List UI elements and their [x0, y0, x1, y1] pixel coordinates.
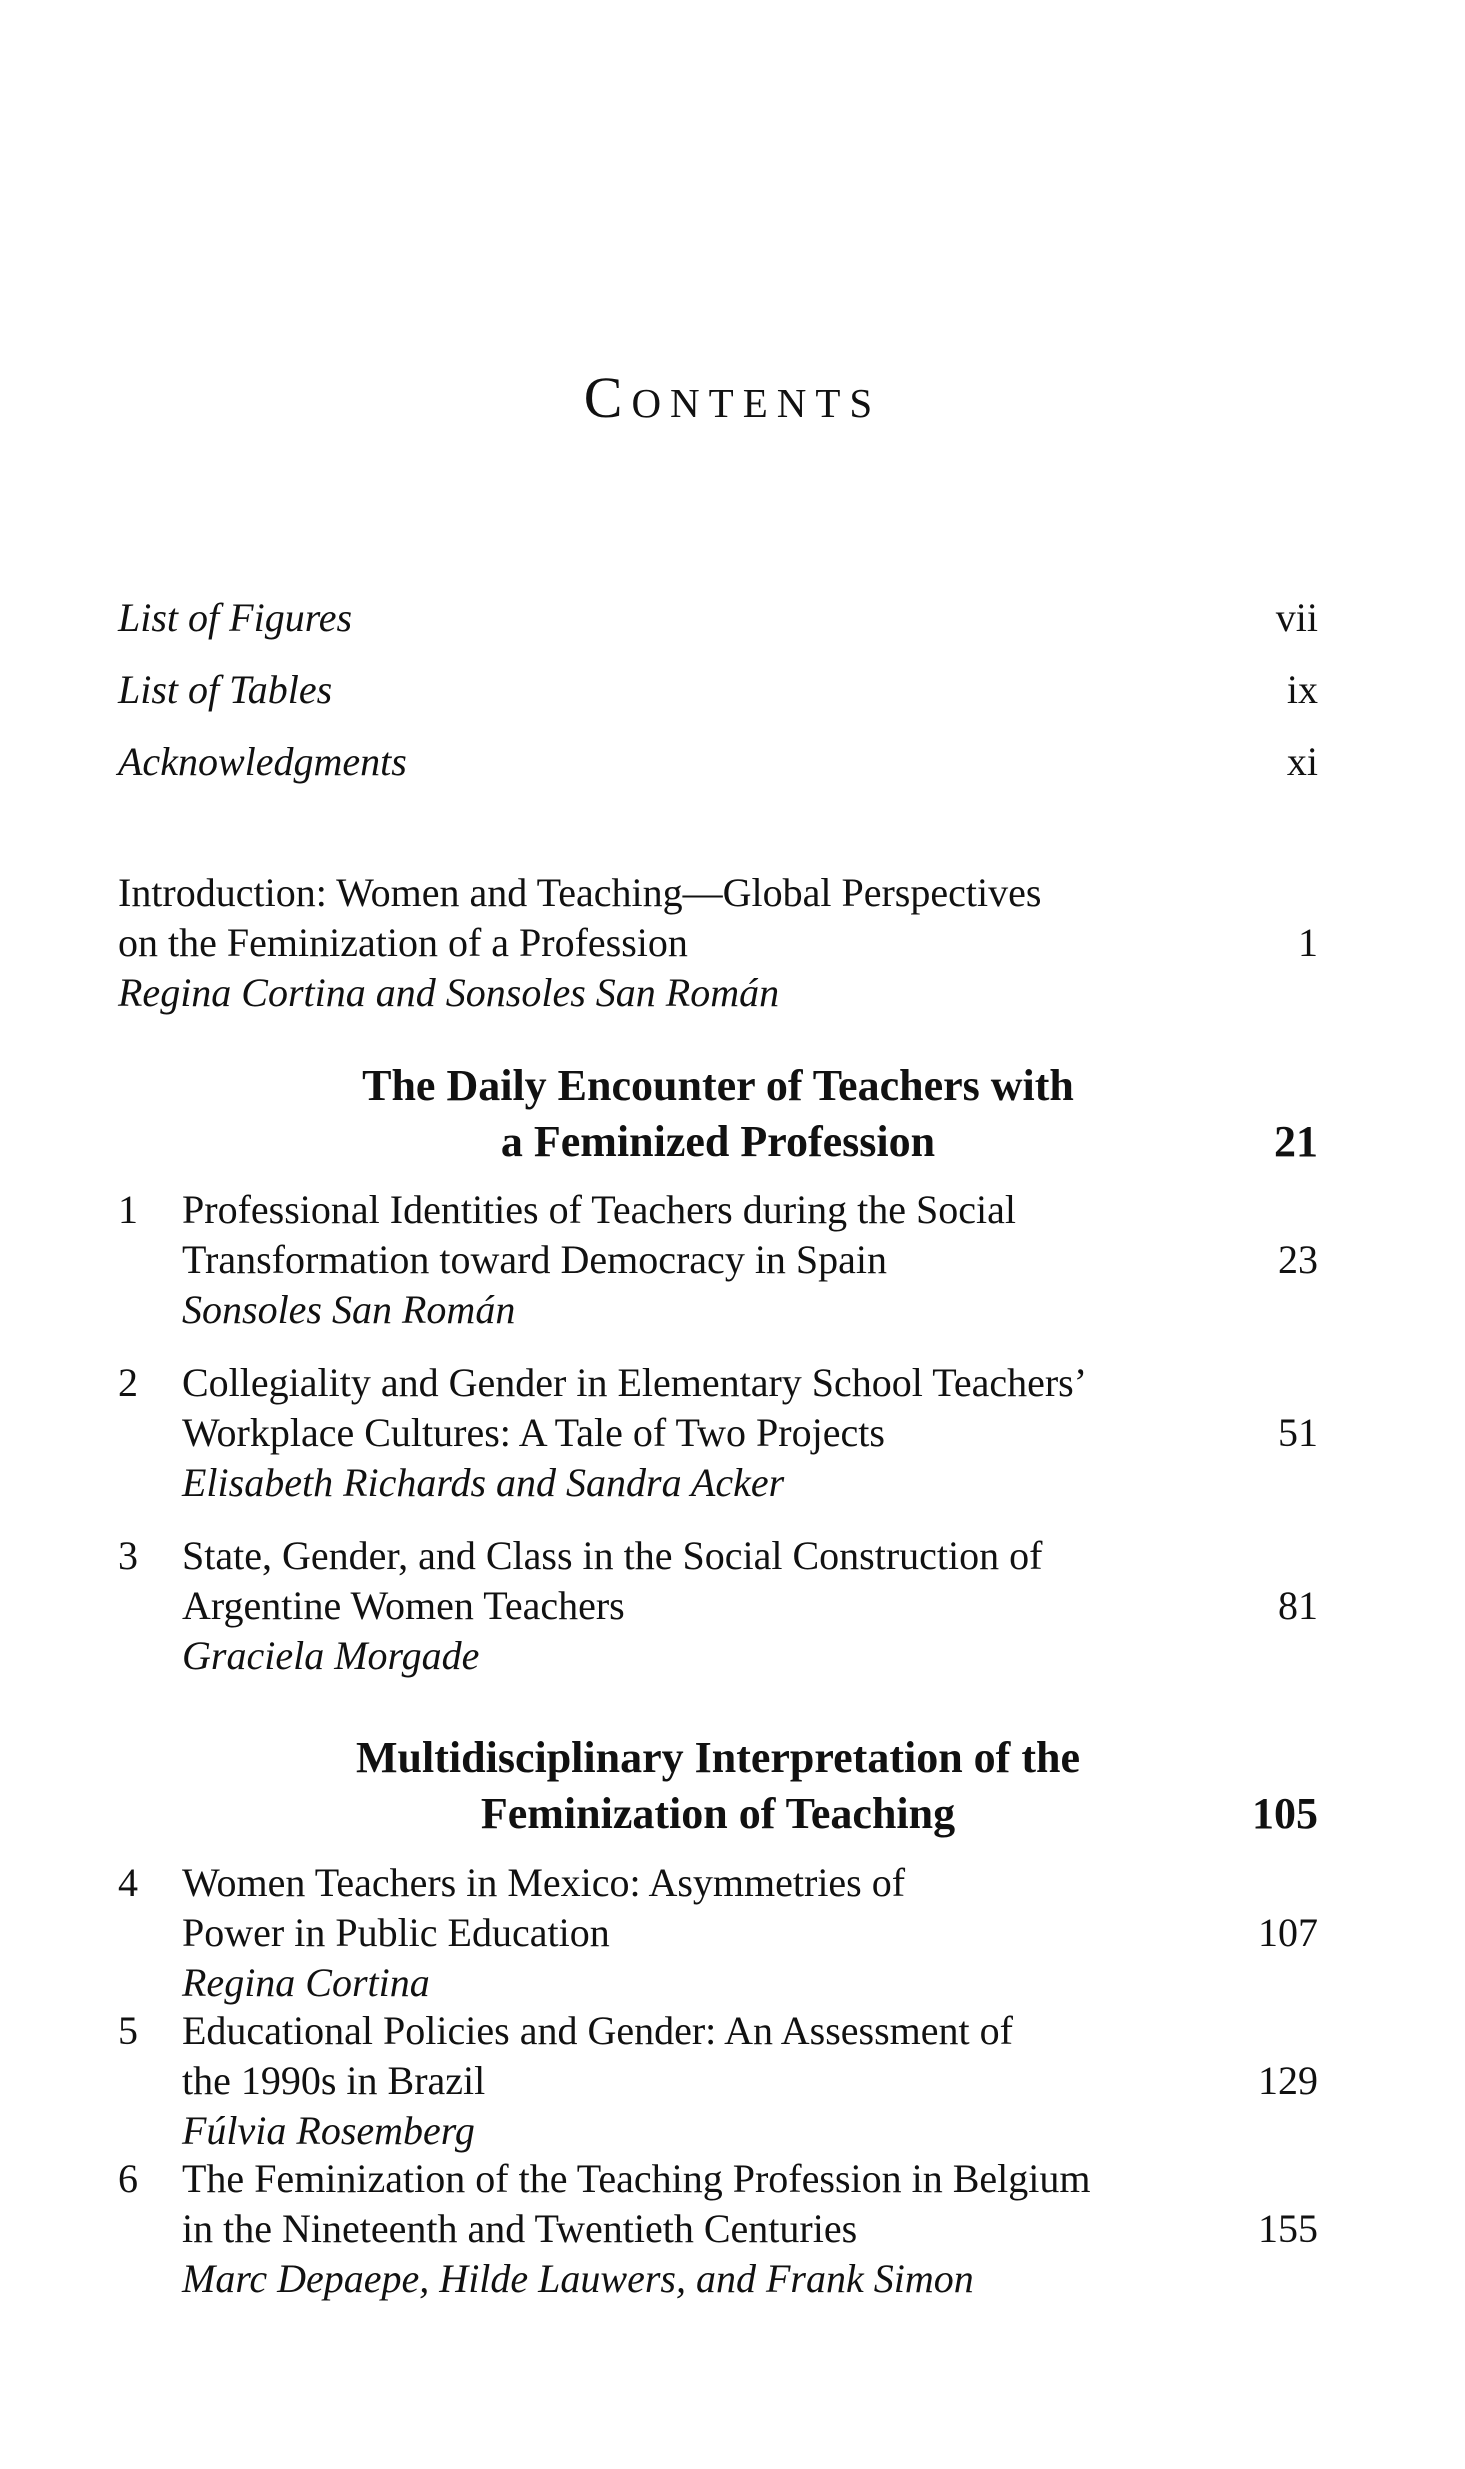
- toc-entry-list-of-figures[interactable]: [118, 594, 1318, 642]
- toc-entry-page: 107: [1258, 1910, 1318, 1955]
- toc-entry-page: 81: [1278, 1583, 1318, 1628]
- entry-title-line: Introduction: Women and Teaching—Global Perspectives: [118, 870, 1042, 915]
- entry-title-line: the 1990s in Brazil: [182, 2058, 486, 2103]
- entry-author: Regina Cortina and Sonsoles San Román: [118, 970, 780, 1015]
- part-title-line: a Feminized Profession: [500, 1117, 936, 1166]
- toc-entry-page: 51: [1278, 1410, 1318, 1455]
- chapter-number: 1: [118, 1187, 138, 1232]
- toc-entry-chapter-1[interactable]: [118, 1185, 1318, 1335]
- toc-entry-page: 155: [1258, 2206, 1318, 2251]
- chapter-number: 3: [118, 1533, 138, 1578]
- entry-author: Fúlvia Rosemberg: [182, 2108, 475, 2153]
- chapter-number: 4: [118, 1860, 138, 1905]
- part-heading-2[interactable]: [118, 1730, 1318, 1842]
- entry-title-line: The Feminization of the Teaching Profession in Belgium: [182, 2156, 1091, 2201]
- entry-title-line: Collegiality and Gender in Elementary School Teachers’: [182, 1360, 1088, 1405]
- page-title: Contents: [583, 364, 882, 430]
- toc-entry-chapter-5[interactable]: [118, 2006, 1318, 2156]
- toc-entry-page: vii: [1275, 595, 1318, 640]
- entry-title-line: Transformation toward Democracy in Spain: [182, 1237, 888, 1282]
- entry-title-line: on the Feminization of a Profession: [118, 920, 688, 965]
- toc-entry-chapter-6[interactable]: [118, 2154, 1318, 2304]
- entry-title-line: Argentine Women Teachers: [182, 1583, 625, 1628]
- entry-title-line: Professional Identities of Teachers during the Social: [182, 1187, 1017, 1232]
- entry-title-line: Workplace Cultures: A Tale of Two Projects: [182, 1410, 885, 1455]
- part-page: 21: [1274, 1117, 1318, 1166]
- entry-author: Elisabeth Richards and Sandra Acker: [182, 1460, 785, 1505]
- part-title-line: The Daily Encounter of Teachers with: [362, 1061, 1074, 1110]
- toc-entry-page: ix: [1286, 667, 1318, 712]
- toc-entry-page: 129: [1258, 2058, 1318, 2103]
- part-page: 105: [1252, 1789, 1318, 1838]
- entry-author: Sonsoles San Román: [182, 1287, 516, 1332]
- entry-title-line: in the Nineteenth and Twentieth Centuries: [182, 2206, 858, 2251]
- toc-entry-page: 23: [1278, 1237, 1318, 1282]
- part-title-line: Feminization of Teaching: [480, 1789, 956, 1838]
- toc-entry-title: Acknowledgments: [118, 739, 407, 784]
- chapter-number: 6: [118, 2156, 138, 2201]
- toc-entry-chapter-3[interactable]: [118, 1531, 1318, 1681]
- toc-entry-title: List of Tables: [118, 667, 333, 712]
- entry-author: Graciela Morgade: [182, 1633, 480, 1678]
- part-title-line: Multidisciplinary Interpretation of the: [356, 1733, 1080, 1782]
- toc-entry-acknowledgments[interactable]: [118, 738, 1318, 786]
- toc-entry-page: 1: [1298, 920, 1318, 965]
- entry-title-line: Power in Public Education: [182, 1910, 610, 1955]
- chapter-number: 5: [118, 2008, 138, 2053]
- entry-author: Regina Cortina: [182, 1960, 430, 2005]
- toc-entry-list-of-tables[interactable]: [118, 666, 1318, 714]
- toc-entry-chapter-2[interactable]: [118, 1358, 1318, 1508]
- entry-title-line: Educational Policies and Gender: An Assessment of: [182, 2008, 1013, 2053]
- entry-title-line: State, Gender, and Class in the Social Construction of: [182, 1533, 1043, 1578]
- part-heading-1[interactable]: [118, 1058, 1318, 1170]
- entry-title-line: Women Teachers in Mexico: Asymmetries of: [182, 1860, 906, 1905]
- toc-entry-introduction[interactable]: [118, 868, 1318, 1018]
- entry-author: Marc Depaepe, Hilde Lauwers, and Frank Simon: [182, 2256, 974, 2301]
- toc-entry-page: xi: [1286, 739, 1318, 784]
- chapter-number: 2: [118, 1360, 138, 1405]
- toc-entry-chapter-4[interactable]: [118, 1858, 1318, 2008]
- toc-entry-title: List of Figures: [118, 595, 353, 640]
